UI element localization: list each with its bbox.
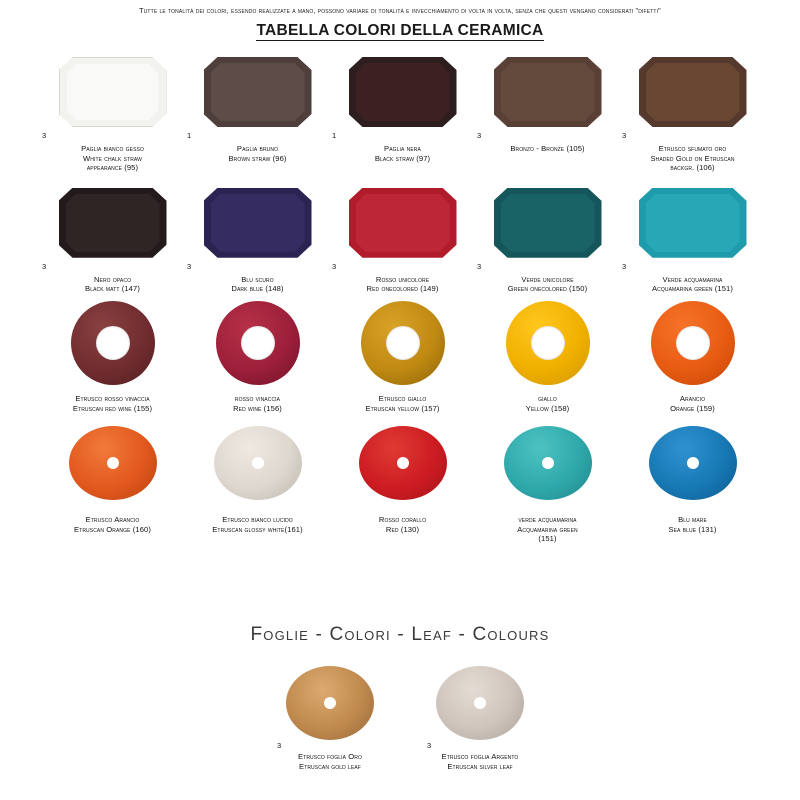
- color-cell[interactable]: [620, 294, 765, 413]
- ring-swatch: [361, 301, 445, 385]
- color-cell[interactable]: [620, 42, 765, 173]
- octagon-swatch: [204, 188, 312, 258]
- octagon-swatch: [639, 57, 747, 127]
- swatch-caption: [333, 394, 473, 413]
- swatch-caption: [188, 394, 328, 413]
- color-cell[interactable]: [475, 42, 620, 173]
- color-cell[interactable]: [40, 413, 185, 544]
- octagon-swatch: [59, 188, 167, 258]
- leaf-section-title: Foglie - Colori - Leaf - Colours: [250, 624, 550, 645]
- quantity-label: 3: [187, 261, 192, 271]
- swatch-area: [185, 173, 330, 273]
- swatch-caption: [43, 275, 183, 294]
- swatch-area: [185, 294, 330, 392]
- swatch-caption: [43, 515, 183, 534]
- swatch-name-en: White chalk straw: [82, 153, 143, 163]
- quantity-label: 3: [622, 131, 627, 140]
- swatch-name-it: Etrusco sfumato oro: [658, 144, 727, 153]
- swatch-name-it: Verde acquamarina: [662, 274, 723, 284]
- octagon-swatch: [204, 57, 312, 127]
- color-cell[interactable]: [330, 173, 475, 294]
- swatch-name-en: Etruscan gold leaf: [299, 761, 361, 771]
- swatch-name-en2: (151): [538, 534, 557, 544]
- swatch-name-it: Blu scuro: [241, 274, 274, 284]
- swatch-name-it: Nero opaco: [93, 274, 132, 284]
- swatch-name-it: Rosso unicolore: [375, 274, 430, 284]
- disc-swatch: [69, 426, 157, 500]
- ring-swatch: [651, 301, 735, 385]
- swatch-name-it: verde acquamarina: [518, 515, 577, 525]
- swatch-caption: [188, 275, 328, 294]
- swatch-name-it: Etrusco foglia Oro: [298, 752, 362, 761]
- disc-swatch: [286, 666, 374, 740]
- octagon-swatch: [59, 57, 167, 127]
- swatch-area: [475, 42, 620, 142]
- color-row: [40, 294, 765, 413]
- quantity-label: 1: [332, 131, 337, 140]
- swatch-caption: [478, 275, 618, 294]
- swatch-name-en2: appearance (95): [86, 163, 139, 173]
- swatch-area: [40, 294, 185, 392]
- swatch-caption: [43, 394, 183, 413]
- color-cell[interactable]: [330, 42, 475, 173]
- swatch-name-en: Etruscan Orange (160): [74, 524, 151, 534]
- swatch-caption: [333, 144, 473, 163]
- swatch-name-en: Sea blue (131): [668, 524, 717, 534]
- quantity-label: 3: [477, 261, 482, 271]
- swatch-caption: [410, 752, 550, 771]
- ring-swatch: [216, 301, 300, 385]
- leaf-cell[interactable]: [255, 655, 405, 771]
- swatch-caption: [333, 275, 473, 294]
- swatch-name-it: Etrusco Arancio: [85, 515, 140, 525]
- disc-swatch: [649, 426, 737, 500]
- swatch-area: [185, 42, 330, 142]
- swatch-name-en: Red (130): [385, 524, 420, 534]
- color-cell[interactable]: [620, 173, 765, 294]
- swatch-name-it: Etrusco foglia Argento: [441, 752, 519, 761]
- color-cell[interactable]: [40, 294, 185, 413]
- quantity-label: 3: [42, 261, 47, 271]
- swatch-area: [475, 173, 620, 273]
- quantity-label: 3: [427, 741, 432, 750]
- swatch-name-it: Verde unicolore: [521, 274, 574, 284]
- swatch-name-en: Etruscan silver leaf: [447, 761, 513, 771]
- page-title-text: TABELLA COLORI DELLA CERAMICA: [256, 22, 544, 39]
- disc-swatch: [214, 426, 302, 500]
- swatch-caption: [478, 394, 618, 413]
- quantity-label: 3: [622, 261, 627, 271]
- quantity-label: 3: [477, 131, 482, 140]
- swatch-caption: [260, 752, 400, 771]
- swatch-caption: [188, 515, 328, 534]
- swatch-name-en: Brown straw (96): [228, 153, 287, 163]
- disclaimer-text: Tutte le tonalità dei colori, essendo realizzate a mano, possono variare di tonalità e invecchiamento di volta in volta, senza che questi vengano considerati "difetti": [139, 6, 661, 15]
- swatch-name-it: giallo: [538, 393, 557, 403]
- swatch-name-en: Acquamarina green: [517, 524, 578, 534]
- color-row: [40, 42, 765, 173]
- color-cell[interactable]: [330, 294, 475, 413]
- color-cell[interactable]: [185, 294, 330, 413]
- octagon-swatch: [494, 57, 602, 127]
- color-cell[interactable]: [330, 413, 475, 544]
- swatch-name-en2: backgr. (106): [670, 163, 715, 173]
- color-cell[interactable]: [620, 413, 765, 544]
- swatch-name-it: Blu mare: [678, 515, 707, 525]
- color-cell[interactable]: [40, 42, 185, 173]
- swatch-name-en: Etruscan yellow (157): [365, 403, 440, 413]
- quantity-label: 3: [42, 131, 47, 140]
- swatch-name-en: Red onecolored (149): [366, 284, 439, 294]
- color-cell[interactable]: [185, 173, 330, 294]
- swatch-caption: [623, 394, 763, 413]
- swatch-area: [40, 173, 185, 273]
- swatch-area: [475, 294, 620, 392]
- swatch-name-it: Etrusco rosso vinaccia: [75, 393, 150, 403]
- swatch-area: [620, 294, 765, 392]
- octagon-swatch: [639, 188, 747, 258]
- swatch-caption: [623, 515, 763, 534]
- color-cell[interactable]: [475, 173, 620, 294]
- swatch-area: [40, 413, 185, 513]
- swatch-name-en: Etruscan red wine (155): [72, 403, 153, 413]
- swatch-name-en: Green onecolored (150): [507, 284, 588, 294]
- swatch-caption: [623, 275, 763, 294]
- octagon-swatch: [349, 188, 457, 258]
- swatch-area: [185, 413, 330, 513]
- octagon-swatch: [494, 188, 602, 258]
- page-title: [0, 22, 800, 40]
- swatch-area: [405, 655, 555, 750]
- ring-swatch: [71, 301, 155, 385]
- color-cell[interactable]: [185, 42, 330, 173]
- color-row: [40, 413, 765, 544]
- leaf-grid: [255, 655, 555, 771]
- color-cell[interactable]: [40, 173, 185, 294]
- swatch-caption: [333, 515, 473, 534]
- swatch-name-en: Orange (159): [670, 403, 715, 413]
- ring-swatch: [506, 301, 590, 385]
- color-cell[interactable]: [475, 413, 620, 544]
- swatch-name-en: Dark blue (148): [231, 284, 284, 294]
- swatch-name-en: Black straw (97): [374, 153, 431, 163]
- swatch-name-it: rosso vinaccia: [234, 393, 281, 403]
- swatch-caption: [188, 144, 328, 163]
- swatch-name-en: Red wine (156): [233, 403, 282, 413]
- color-cell[interactable]: [185, 413, 330, 544]
- swatch-area: [475, 413, 620, 513]
- swatch-name-it: Bronzo - Bronze (105): [510, 144, 585, 153]
- swatch-name-it: Paglia nera: [384, 144, 421, 153]
- swatch-name-it: Paglia bianco gesso: [81, 144, 144, 153]
- swatch-name-en: Yellow (158): [525, 403, 570, 413]
- swatch-area: [255, 655, 405, 750]
- swatch-name-it: Paglia bruno: [236, 144, 279, 153]
- swatch-area: [330, 413, 475, 513]
- octagon-swatch: [349, 57, 457, 127]
- color-grid: [40, 42, 765, 544]
- swatch-name-it: Rosso corallo: [378, 515, 427, 525]
- swatch-caption: [623, 144, 763, 173]
- color-cell[interactable]: [475, 294, 620, 413]
- swatch-area: [40, 42, 185, 142]
- swatch-caption: [478, 515, 618, 544]
- swatch-name-en: Etruscan glossy white(161): [212, 524, 303, 534]
- leaf-cell[interactable]: [405, 655, 555, 771]
- quantity-label: 1: [187, 131, 192, 140]
- disc-swatch: [504, 426, 592, 500]
- swatch-name-en: Shaded Gold on Etruscan: [650, 153, 735, 163]
- quantity-label: 3: [332, 261, 337, 271]
- swatch-area: [620, 413, 765, 513]
- swatch-caption: [43, 144, 183, 173]
- disc-swatch: [359, 426, 447, 500]
- color-row: [40, 173, 765, 294]
- disc-swatch: [436, 666, 524, 740]
- swatch-caption: [478, 144, 618, 154]
- swatch-area: [330, 42, 475, 142]
- swatch-name-en: Acquamarina green (151): [652, 284, 733, 294]
- swatch-area: [620, 42, 765, 142]
- swatch-area: [330, 294, 475, 392]
- swatch-name-it: Etrusco giallo: [378, 393, 427, 403]
- swatch-area: [330, 173, 475, 273]
- swatch-area: [620, 173, 765, 273]
- swatch-name-it: Arancio: [679, 393, 706, 403]
- swatch-name-it: Etrusco bianco lucido: [222, 515, 293, 525]
- swatch-name-en: Black matt (147): [85, 284, 140, 294]
- quantity-label: 3: [277, 741, 282, 750]
